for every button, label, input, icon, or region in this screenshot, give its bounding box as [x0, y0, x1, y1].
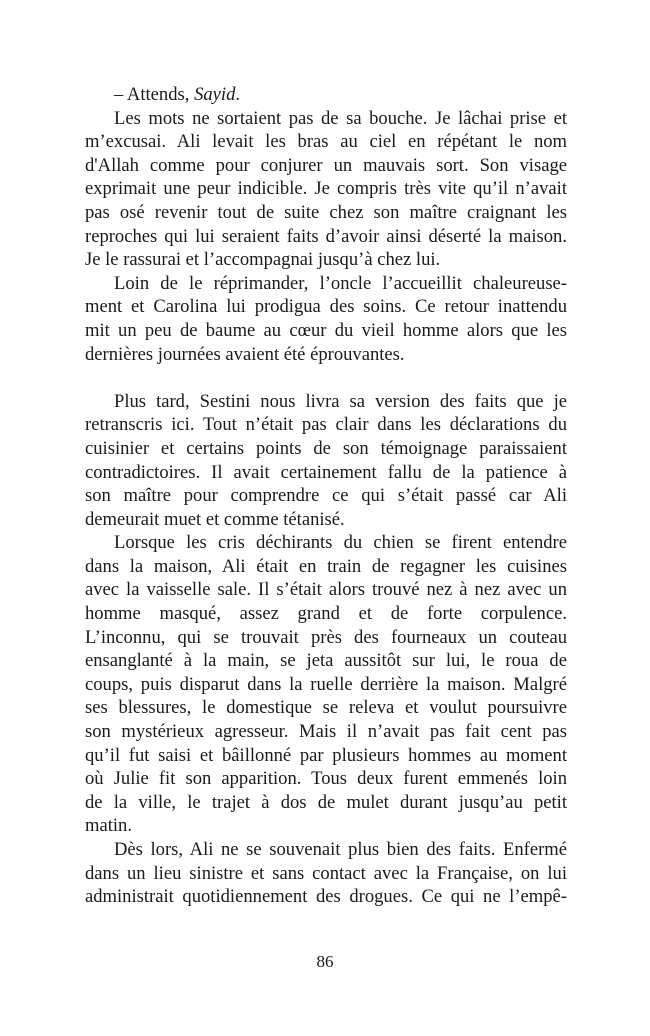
- text-line: Je le rassurai et l’accompagnai jusqu’à chez lui.: [85, 249, 441, 271]
- text-line: avec la vaisselle sale. Il s’était alors trouvé nez à nez avec un: [85, 579, 567, 601]
- text-line: où Julie fit son apparition. Tous deux furent emmenés loin: [85, 768, 567, 790]
- text-line: Les mots ne sortaient pas de sa bouche. Je lâchai prise et: [114, 107, 567, 129]
- text-line: reproches qui lui seraient faits d’avoir ainsi déserté la maison.: [85, 225, 567, 247]
- emphasis: Sayid: [194, 84, 236, 105]
- text-line: ment et Carolina lui prodigua des soins. Ce retour inattendu: [85, 296, 567, 318]
- text-line: dernières journées avaient été éprouvantes.: [85, 343, 405, 365]
- text-line: dans un lieu sinistre et sans contact avec la Française, on lui: [85, 862, 567, 884]
- text-line: homme masqué, assez grand et de forte corpulence.: [85, 603, 567, 625]
- text-line: qu’il fut saisi et bâillonné par plusieurs hommes au moment: [85, 744, 567, 766]
- paragraph: [85, 531, 567, 838]
- text-line: contradictoires. Il avait certainement fallu de la patience à: [85, 461, 567, 483]
- text-line: Loin de le réprimander, l’oncle l’accueillit chaleureuse-: [114, 272, 567, 294]
- text-line: son maître pour comprendre ce qui s’était passé car Ali: [85, 485, 567, 507]
- page-number: 86: [316, 952, 334, 971]
- paragraph: [85, 838, 567, 909]
- paragraph: [85, 107, 567, 272]
- text-line: pas osé revenir tout de suite chez son maître craignant les: [85, 201, 567, 223]
- text-line: ses blessures, le domestique se releva et voulut poursuivre: [85, 697, 567, 719]
- text-line: mit un peu de baume au cœur du vieil homme alors que les: [85, 319, 567, 341]
- text-line: son mystérieux agresseur. Mais il n’avait pas fait cent pas: [85, 721, 567, 743]
- text-line: exprimait une peur indicible. Je compris très vite qu’il n’avait: [85, 178, 567, 200]
- text-line: L’inconnu, qui se trouvait près des fourneaux un couteau: [85, 626, 567, 648]
- text-line: ensanglanté à la main, se jeta aussitôt sur lui, le roua de: [85, 650, 567, 672]
- paragraph: [85, 390, 567, 532]
- text-line: cuisinier et certains points de son témoignage paraissaient: [85, 437, 567, 459]
- text-line: – Attends, Sayid.: [114, 84, 241, 105]
- text-line: coups, puis disparut dans la ruelle derrière la maison. Malgré: [85, 673, 567, 695]
- text-line: retranscris ici. Tout n’était pas clair dans les déclarations du: [85, 414, 567, 436]
- text-line: matin.: [85, 815, 132, 837]
- text-line: d'Allah comme pour conjurer un mauvais sort. Son visage: [85, 154, 567, 176]
- text-line: de la ville, le trajet à dos de mulet durant jusqu’au petit: [85, 791, 567, 813]
- text-line: administrait quotidiennement des drogues. Ce qui ne l’empê-: [85, 886, 567, 908]
- text-line: Lorsque les cris déchirants du chien se firent entendre: [114, 532, 567, 554]
- text-line: m’excusai. Ali levait les bras au ciel en répétant le nom: [85, 131, 567, 153]
- paragraph: [85, 272, 567, 366]
- text-line: Dès lors, Ali ne se souvenait plus bien des faits. Enfermé: [114, 839, 567, 860]
- body-text: [85, 83, 567, 909]
- paragraph: [85, 83, 567, 107]
- text-line: Plus tard, Sestini nous livra sa version des faits que je: [114, 390, 567, 412]
- text-line: demeurait muet et comme tétanisé.: [85, 508, 345, 530]
- text-line: dans la maison, Ali était en train de regagner les cuisines: [85, 555, 567, 577]
